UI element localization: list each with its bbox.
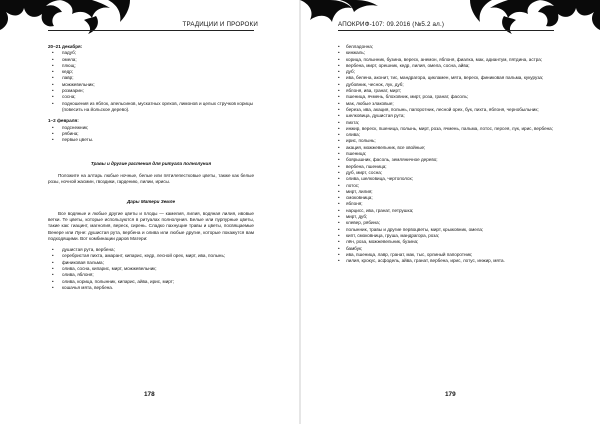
list-item: • клевер, рябина; [338,220,554,226]
plant-list [48,125,254,144]
list-item: • акация, можжевельник, все хвойные; [338,145,554,151]
list-item: • мирт, лилия; [338,189,554,195]
list-item: • мирт, дуб; [338,214,554,220]
list-item: • шелковица, душистая рута; [338,113,554,119]
list-item: • яблоня; [338,201,554,207]
header-rule [48,30,254,31]
list-item: • падуб; [48,50,254,56]
page-number: 179 [445,391,456,398]
list-item: • розмарин; [48,88,254,94]
list-item: • ирис, полынь; [338,138,554,144]
right-page [300,0,600,424]
list-item: • подснежник; [48,125,254,131]
list-item: • серебристая пихта, амарант, кипарис, кедр, лесной орех, мирт, ива, полынь; [48,253,254,259]
list-item: • можжевельник; [48,82,254,88]
list-item: • финиковая пальма; [48,260,254,266]
list-item: • мак, любые злаковые; [338,101,554,107]
list-item: • сосна; [48,94,254,100]
list-item: • плющ; [48,63,254,69]
list-item: • кедр; [48,69,254,75]
list-item: • полынник, травы и другие первоцветы, мирт, крыжовник, омела; [338,227,554,233]
plant-list [338,44,554,264]
list-item: • лилия, крокус, асфодель, айва, гранат, вербена, ирис, лотус, инжир, мята. [338,258,554,264]
list-item: • олива, сосна, кипарис, мирт, можжевельник; [48,266,254,272]
list-item: • кинжаль; [338,50,554,56]
list-item: • подношения из яблок, апельсинов, мускатных орехов, лимонов и целых стручков корицы (повесить на йольское дерево). [48,101,254,114]
page-body [338,44,554,264]
gutter-ornament [300,0,390,34]
section-title: Травы и другие растения для ритуала полнолуния [90,161,212,167]
list-item: • дуб; [338,69,554,75]
page-body [48,44,254,291]
corner-ornament-left [0,0,130,34]
list-item: • лотос; [338,183,554,189]
list-item: • бамбук; [338,246,554,252]
list-item: • первые цветы. [48,137,254,143]
running-header: ТРАДИЦИИ И ПРОРОКИ [182,21,258,28]
list-item: • смоковница; [338,195,554,201]
list-item: • пшеница, ячмень, блоховник, мирт, роза, гранат, фасоль; [338,94,554,100]
header-rule [338,30,554,31]
running-header: АПОКРИФ-107: 09.2016 (№5.2 ал.) [338,21,445,28]
list-item: • омела; [48,57,254,63]
list-item: • кипт, смоковница, груша, мандрагора, роза; [338,233,554,239]
list-item: • душистая рута, вербена; [48,247,254,253]
list-item: • нарцисс, ива, гранат, петрушка; [338,208,554,214]
list-item: • олива, яблоня; [48,272,254,278]
plant-list [48,50,254,113]
list-item: • ива, белена, аконит, тис, мандрагора, цикламен, мята, вереск, финиковая пальма, кукуруза; [338,75,554,81]
section-heading: 20–21 декабря: [48,44,83,49]
list-item: • вербена, мирт, орешник, кедр, лилия, омела, сосна, айва; [338,63,554,69]
list-item: • пихта; [338,120,554,126]
list-item: • корица, полынник, бузина, вереск, анемон, яблоня, фиалка, мак, адиантум, пятдина, астра; [338,57,554,63]
list-item: • олива, корица, полынник, кипарис, айва, ирис, мирт; [48,279,254,285]
section-heading: 1–2 февраля: [48,118,79,124]
list-item: • инжир, вереск, пшеница, полынь, мирт, роза, ячмень, пальма, лотос, персея, лук, ирис, вербена; [338,126,554,132]
list-item: • олива, шелковица, чертополох; [338,176,554,182]
list-item: • боярышник, фасоль, земляничное дерево; [338,157,554,163]
page-number: 178 [144,391,155,398]
list-item: • вербена, пшеница; [338,164,554,170]
list-item: • яблоня, ива, гранат, мирт; [338,88,554,94]
list-item: • береза, ива, акация, полынь, папоротник, лесной орех, бук, пихта, яблоня, чернобыльник; [338,107,554,113]
list-item: • ива, пшеница, лавр, гранат, мак, тыс, орлиный папоротник; [338,252,554,258]
list-item: • лавр; [48,75,254,81]
list-item: • лён, роза, можжевельник, бузина; [338,239,554,245]
list-item: • пшеница; [338,151,554,157]
plant-list [48,247,254,291]
list-item: • олива; [338,132,554,138]
list-item: • дуб, мирт, сосна; [338,170,554,176]
list-item: • дубовник, чеснок, лук, дуб; [338,82,554,88]
list-item: • рябина; [48,131,254,137]
paragraph: Положите на алтарь любые ночные, белые или пятилепестковые цветы, также как белые розы, ночной жасмин, гвоздики, гардению, лилии, ирисы. [48,172,254,185]
section-title: Дары Матери Земле [126,199,176,205]
corner-ornament-right [470,0,600,34]
list-item: • кошачья мята, вербена. [48,285,254,291]
paragraph: Все водяные и любые другие цветы и плоды — камелия, лилия, водяная лилия, ивовые ветки. Те цветы, которые используются в ритуалах полнолуния. Белые или пурпурные цветы, такие как: гиацинт, магнолия, вереск, сирень. Сладко пахнущие травы и цветы, посвящаемые Венере или Луне: душистая рута, вербена и олива или любые другие, которые покажутся вам подходящими. Вот комбинации даров Матери: [48,210,254,241]
list-item: • белладонна; [338,44,554,50]
